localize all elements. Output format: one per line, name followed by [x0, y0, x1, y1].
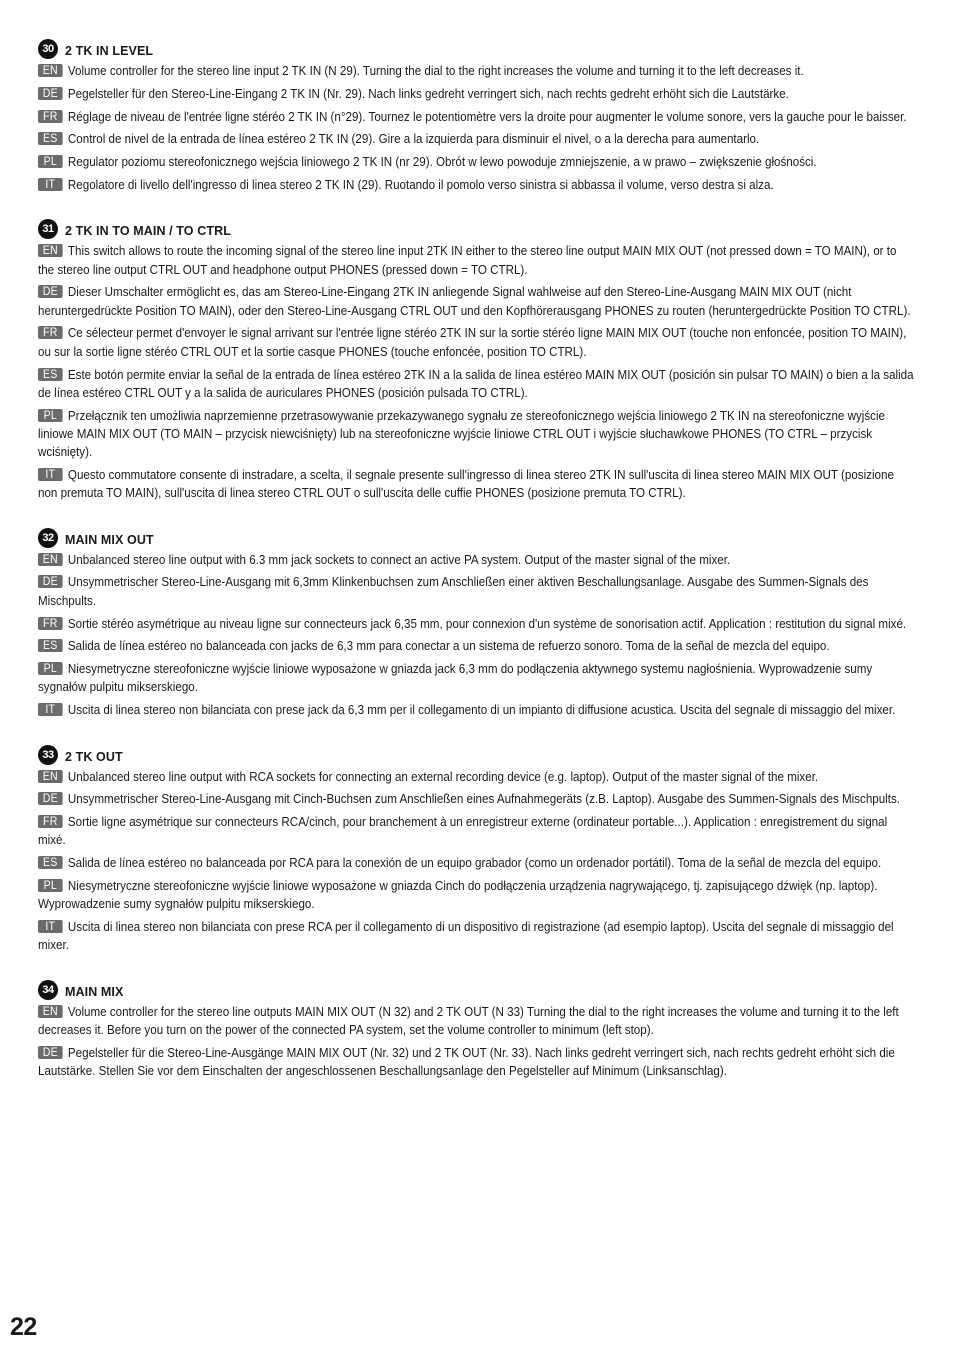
section-header	[38, 979, 914, 1001]
paragraph-text: Control de nivel de la entrada de línea estéreo 2 TK IN (29). Gire a la izquierda para disminuir el nivel, o a la derecha para aumentarlo.	[67, 131, 760, 147]
language-tag: ES	[38, 639, 63, 652]
section-header	[38, 38, 914, 60]
section-number-badge: 34	[38, 980, 58, 1000]
language-tag: PL	[38, 155, 63, 168]
paragraph-fr	[38, 813, 914, 850]
paragraph-it	[38, 701, 914, 719]
paragraph-text: Niesymetryczne stereofoniczne wyjście liniowe wyposażone w gniazda Cinch do podłączenia urządzenia nagrywającego, tj. zapisującego dźwięk (np. laptop). Wyprowadzenie sumy sygnałów pulpitu mikserskiego.	[38, 878, 878, 912]
paragraph-text: Przełącznik ten umożliwia naprzemienne przetrasowywanie przekazywanego sygnału ze stereofonicznego wejścia liniowego 2 TK IN na stereofoniczne wyjście liniowe MAIN MIX OUT (TO MAIN – przycisk niewciśnięty) lub na stereofoniczne wyjście liniowe CTRL OUT i wyjście słuchawkowe PHONES (TO CTRL – przycisk wciśnięty).	[38, 407, 885, 460]
paragraph-text: Regulator poziomu stereofonicznego wejścia liniowego 2 TK IN (nr 29). Obrót w lewo powoduje zmniejszenie, a w prawo – zwiększenie głośności.	[67, 154, 817, 170]
paragraph-it	[38, 918, 914, 955]
paragraph-fr	[38, 615, 914, 633]
paragraph-text: Pegelsteller für den Stereo-Line-Eingang 2 TK IN (Nr. 29). Nach links gedreht verringert sich, nach rechts gedreht erhöht sich die Lautstärke.	[67, 85, 789, 101]
section-title: 2 TK OUT	[65, 749, 123, 764]
paragraph-de	[38, 573, 914, 610]
paragraph-it	[38, 466, 914, 503]
paragraph-de	[38, 85, 914, 103]
language-tag: PL	[38, 662, 63, 675]
paragraph-text: Salida de línea estéreo no balanceada por RCA para la conexión de un equipo grabador (como un ordenador portátil). Toma de la señal de mezcla del equipo.	[67, 855, 882, 871]
paragraph-es	[38, 637, 914, 655]
paragraph-text: Ce sélecteur permet d'envoyer le signal arrivant sur l'entrée ligne stéréo 2TK IN sur la sortie stéréo ligne MAIN MIX OUT (touche non enfoncée, position TO MAIN), ou sur la sortie ligne stéréo CTRL OUT et la sortie casque PHONES (touche enfoncée, position TO CTRL).	[38, 325, 907, 359]
paragraph-text: Salida de línea estéreo no balanceada con jacks de 6,3 mm para conectar a un sistema de refuerzo sonoro. Toma de la señal de mezcla del equipo.	[67, 638, 830, 654]
language-tag: FR	[38, 617, 63, 630]
paragraph-pl	[38, 660, 914, 697]
paragraph-text: Questo commutatore consente di instradare, a scelta, il segnale presente sull'ingresso di linea stereo 2TK IN sull'uscita di linea stereo MAIN MIX OUT (posizione non premuta TO MAIN), sull'uscita di linea stereo CTRL OUT o sull'uscita delle cuffie PHONES (posizione premuta TO CTRL).	[38, 467, 894, 501]
paragraph-pl	[38, 153, 914, 171]
paragraph-text: Sortie stéréo asymétrique au niveau ligne sur connecteurs jack 6,35 mm, pour connexion d'un système de sonorisation actif. Application : restitution du signal mixé.	[67, 615, 907, 631]
section-title: MAIN MIX OUT	[65, 532, 154, 547]
paragraph-text: Niesymetryczne stereofoniczne wyjście liniowe wyposażone w gniazda jack 6,3 mm do podłączenia aktywnego systemu nagłośnienia. Wyprowadzenie sumy sygnałów pulpitu mikserskiego.	[38, 661, 873, 695]
paragraph-pl	[38, 877, 914, 914]
language-tag: IT	[38, 178, 63, 191]
language-tag: ES	[38, 368, 63, 381]
paragraph-text: Regolatore di livello dell'ingresso di linea stereo 2 TK IN (29). Ruotando il pomolo verso sinistra si abbassa il volume, verso destra si alza.	[67, 176, 774, 192]
paragraph-text: Volume controller for the stereo line outputs MAIN MIX OUT (N 32) and 2 TK OUT (N 33) Turning the dial to the right increases the volume and turning it to the left decreases it. Before you turn on the power of the connected PA system, set the volume controller to minimum (left stop).	[38, 1003, 899, 1037]
paragraph-en	[38, 1003, 914, 1040]
language-tag: DE	[38, 792, 63, 805]
section-header	[38, 218, 914, 240]
paragraph-en	[38, 768, 914, 786]
language-tag: IT	[38, 920, 63, 933]
paragraph-text: Dieser Umschalter ermöglicht es, das am Stereo-Line-Eingang 2TK IN anliegende Signal wahlweise auf den Stereo-Line-Ausgang MAIN MIX OUT (nicht heruntergedrückte Position TO MAIN), oder den Stereo-Line-Ausgang CTRL OUT und den Kopfhörerausgang PHONES zu routen (heruntergedrückte Position TO CTRL).	[38, 284, 911, 318]
language-tag: DE	[38, 87, 63, 100]
language-tag: IT	[38, 468, 63, 481]
paragraph-fr	[38, 324, 914, 361]
section-title: 2 TK IN TO MAIN / TO CTRL	[65, 224, 231, 239]
section-title: MAIN MIX	[65, 984, 124, 999]
section-30	[38, 38, 914, 194]
section-number-badge: 32	[38, 528, 58, 548]
paragraph-text: Volume controller for the stereo line input 2 TK IN (N 29). Turning the dial to the right increases the volume and turning it to the left decreases it.	[67, 63, 804, 78]
language-tag: DE	[38, 575, 63, 588]
language-tag: DE	[38, 1046, 63, 1059]
language-tag: IT	[38, 703, 63, 716]
language-tag: EN	[38, 244, 63, 257]
section-header	[38, 527, 914, 549]
paragraph-text: Unsymmetrischer Stereo-Line-Ausgang mit Cinch-Buchsen zum Anschließen eines Aufnahmegeräts (z.B. Laptop). Ausgabe des Summen-Signals des Mischpults.	[67, 791, 901, 807]
language-tag: PL	[38, 879, 63, 892]
section-31	[38, 218, 914, 502]
paragraph-text: Réglage de niveau de l'entrée ligne stéréo 2 TK IN (n°29). Tournez le potentiomètre vers la droite pour augmenter le volume sonore, vers la gauche pour le baisser.	[67, 108, 907, 124]
language-tag: ES	[38, 856, 63, 869]
section-32	[38, 527, 914, 720]
paragraph-it	[38, 176, 914, 194]
paragraph-en	[38, 242, 914, 279]
paragraph-de	[38, 283, 914, 320]
paragraph-de	[38, 1044, 914, 1081]
paragraph-text: Unbalanced stereo line output with RCA sockets for connecting an external recording device (e.g. laptop). Output of the master signal of the mixer.	[67, 768, 819, 784]
paragraph-pl	[38, 407, 914, 462]
section-34	[38, 979, 914, 1081]
paragraph-text: Unsymmetrischer Stereo-Line-Ausgang mit 6,3mm Klinkenbuchsen zum Anschließen einer aktiven Beschallungsanlage. Ausgabe des Summen-Signals des Mischpults.	[38, 574, 869, 608]
section-number-badge: 31	[38, 219, 58, 239]
section-title: 2 TK IN LEVEL	[65, 44, 154, 58]
paragraph-fr	[38, 108, 914, 126]
section-number-badge: 33	[38, 745, 58, 765]
language-tag: FR	[38, 326, 63, 339]
language-tag: EN	[38, 64, 63, 77]
paragraph-text: Pegelsteller für die Stereo-Line-Ausgänge MAIN MIX OUT (Nr. 32) und 2 TK OUT (Nr. 33). Nach links gedreht verringert sich, nach rechts gedreht erhöht sich die Lautstärke. Stellen Sie vor dem Einschalten der angeschlossenen Beschallungsanlage den Pegelsteller auf Minimum (Linksanschlag).	[38, 1044, 895, 1079]
paragraph-text: Uscita di linea stereo non bilanciata con prese jack da 6,3 mm per il collegamento di un impianto di diffusione acustica. Uscita del segnale di missaggio del mixer.	[67, 702, 896, 718]
language-tag: EN	[38, 770, 63, 783]
paragraph-text: Unbalanced stereo line output with 6.3 mm jack sockets to connect an active PA system. Output of the master signal of the mixer.	[67, 551, 731, 567]
section-header	[38, 744, 914, 766]
paragraph-de	[38, 790, 914, 808]
language-tag: FR	[38, 110, 63, 123]
paragraph-text: This switch allows to route the incoming signal of the stereo line input 2TK IN either to the stereo line output MAIN MIX OUT (not pressed down = TO MAIN), or to the stereo line output CTRL OUT and headphone output PHONES (pressed down = TO CTRL).	[38, 243, 897, 277]
language-tag: DE	[38, 285, 63, 298]
language-tag: PL	[38, 409, 63, 422]
paragraph-en	[38, 551, 914, 569]
paragraph-text: Este botón permite enviar la señal de la entrada de línea estéreo 2TK IN a la salida de línea estéreo MAIN MIX OUT (posición sin pulsar TO MAIN) o bien a la salida de línea estéreo CTRL OUT y a la salida de auriculares PHONES (posición pulsada TO CTRL).	[38, 366, 914, 400]
paragraph-text: Sortie ligne asymétrique sur connecteurs RCA/cinch, pour branchement à un enregistreur externe (ordinateur portable...). Application : enregistrement du signal mixé.	[38, 814, 888, 848]
paragraph-text: Uscita di linea stereo non bilanciata con prese RCA per il collegamento di un dispositivo di registrazione (ad esempio laptop). Uscita del segnale di missaggio del mixer.	[38, 919, 894, 953]
paragraph-es	[38, 366, 914, 403]
language-tag: EN	[38, 1005, 63, 1018]
language-tag: FR	[38, 815, 63, 828]
paragraph-es	[38, 854, 914, 872]
paragraph-es	[38, 130, 914, 148]
language-tag: ES	[38, 132, 63, 145]
document-body	[38, 38, 914, 1104]
page-number: 22	[10, 1313, 37, 1341]
paragraph-en	[38, 62, 914, 80]
section-number-badge: 30	[38, 39, 58, 59]
section-33	[38, 744, 914, 955]
language-tag: EN	[38, 553, 63, 566]
